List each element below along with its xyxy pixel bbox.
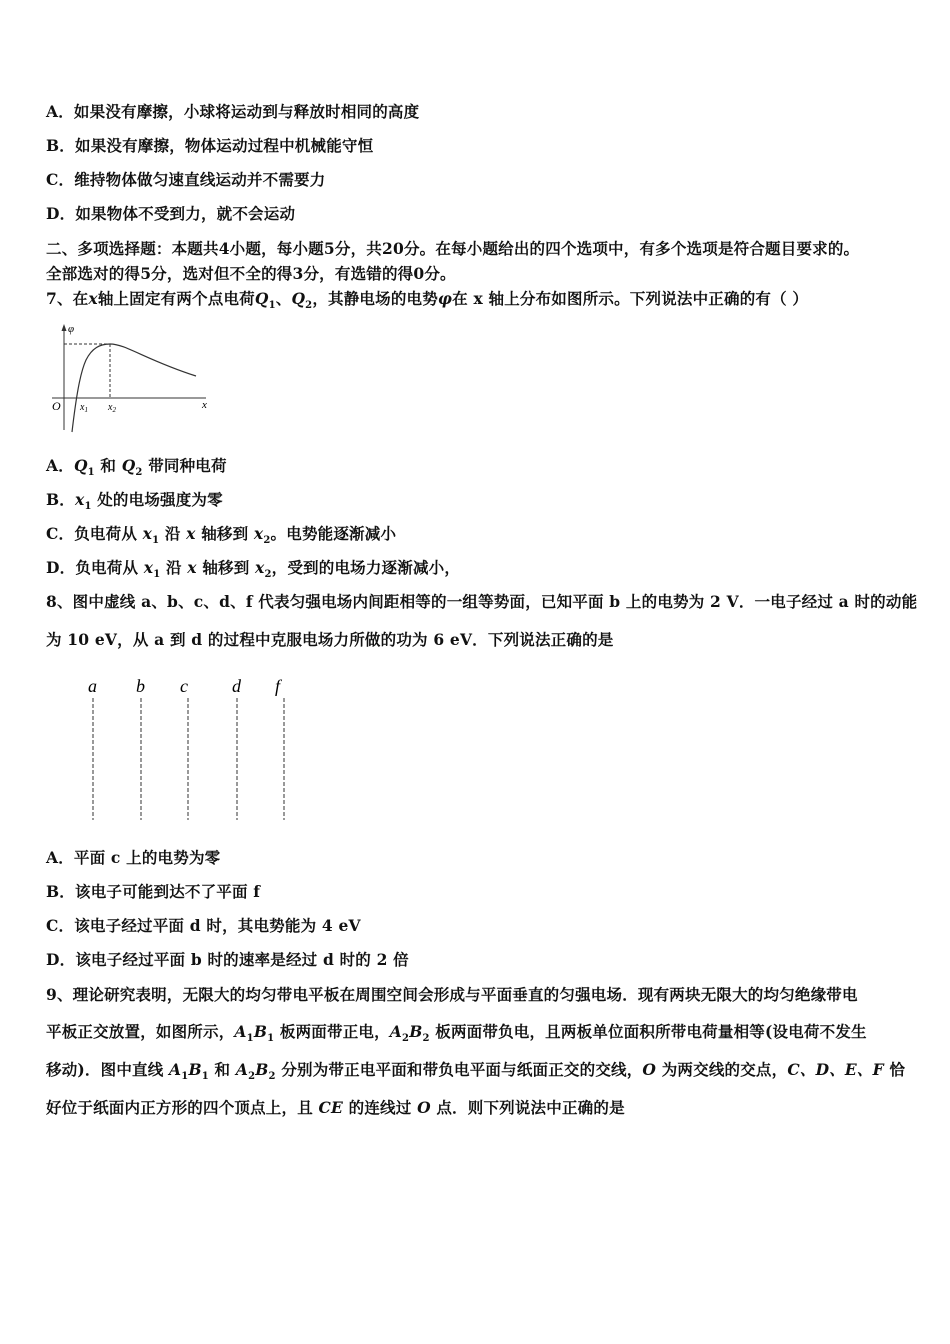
section2-heading-line1: 二、多项选择题：本题共4小题，每小题5分，共20分。在每小题给出的四个选项中，有多个选项是符合题目要求的。 (46, 239, 860, 258)
section2-heading-line2: 全部选对的得5分，选对但不全的得3分，有选错的得0分。 (46, 264, 456, 283)
q7-option-a: A．$Q_1$ 和 $Q_2$ 带同种电荷 (46, 456, 227, 479)
origin-label: O (52, 399, 61, 413)
q6-option-b: B．如果没有摩擦，物体运动过程中机械能守恒 (46, 136, 374, 155)
x2-label: $x_2$ (108, 402, 116, 414)
plane-label-c: c (180, 676, 188, 696)
q6-option-c: C．维持物体做匀速直线运动并不需要力 (46, 170, 326, 189)
q9-stem-line3: 移动)．图中直线 $A_1B_1$ 和 $A_2B_2$ 分别为带正电平面和带负电平面与纸面正交的交线，O 为两交线的交点，C、D、E、F 恰 (46, 1060, 906, 1083)
q9-stem-line4: 好位于纸面内正方形的四个顶点上，且 CE 的连线过 O 点．则下列说法中正确的是 (46, 1098, 625, 1117)
q7-stem: 7、在x轴上固定有两个点电荷$Q_1$、$Q_2$，其静电场的电势φ在 x 轴上分布如图所示。下列说法中正确的有（ ） (46, 289, 809, 312)
y-axis-arrow (62, 324, 67, 331)
q7-option-c: C．负电荷从 $x_1$ 沿 x 轴移到 $x_2$。电势能逐渐减小 (46, 524, 397, 547)
plane-label-a: a (88, 676, 97, 696)
q8-stem-line2: 为 10 eV，从 a 到 d 的过程中克服电场力所做的功为 6 eV．下列说法正确的是 (46, 630, 614, 649)
plane-label-f: f (275, 676, 281, 696)
plane-label-d: d (232, 676, 241, 696)
q7-potential-graph (46, 318, 226, 440)
plane-label-b: b (136, 676, 145, 696)
q8-option-d: D．该电子经过平面 b 时的速率是经过 d 时的 2 倍 (46, 950, 409, 969)
phi-axis-label: φ (68, 323, 75, 335)
q9-stem-line1: 9、理论研究表明，无限大的均匀带电平板在周围空间会形成与平面垂直的匀强电场．现有两块无限大的均匀绝缘带电 (46, 985, 858, 1004)
q8-equipotential-figure (80, 670, 300, 826)
x-axis-label: x (202, 399, 207, 411)
q7-option-d: D．负电荷从 $x_1$ 沿 x 轴移到 $x_2$，受到的电场力逐渐减小， (46, 558, 461, 581)
q6-option-a: A．如果没有摩擦，小球将运动到与释放时相同的高度 (46, 102, 420, 121)
q7-option-b: B．$x_1$ 处的电场强度为零 (46, 490, 223, 513)
q6-option-d: D．如果物体不受到力，就不会运动 (46, 204, 296, 223)
q9-stem-line2: 平板正交放置，如图所示，$A_1B_1$ 板两面带正电，$A_2B_2$ 板两面带负电，且两板单位面积所带电荷量相等(设电荷不发生 (46, 1022, 867, 1045)
q8-option-c: C．该电子经过平面 d 时，其电势能为 4 eV (46, 916, 361, 935)
x1-label: $x_1$ (80, 402, 88, 414)
q8-option-b: B．该电子可能到达不了平面 f (46, 882, 261, 901)
q8-stem-line1: 8、图中虚线 a、b、c、d、f 代表匀强电场内间距相等的一组等势面，已知平面 b 上的电势为 2 V．一电子经过 a 时的动能 (46, 592, 918, 611)
q8-option-a: A．平面 c 上的电势为零 (46, 848, 221, 867)
potential-curve (72, 344, 196, 432)
